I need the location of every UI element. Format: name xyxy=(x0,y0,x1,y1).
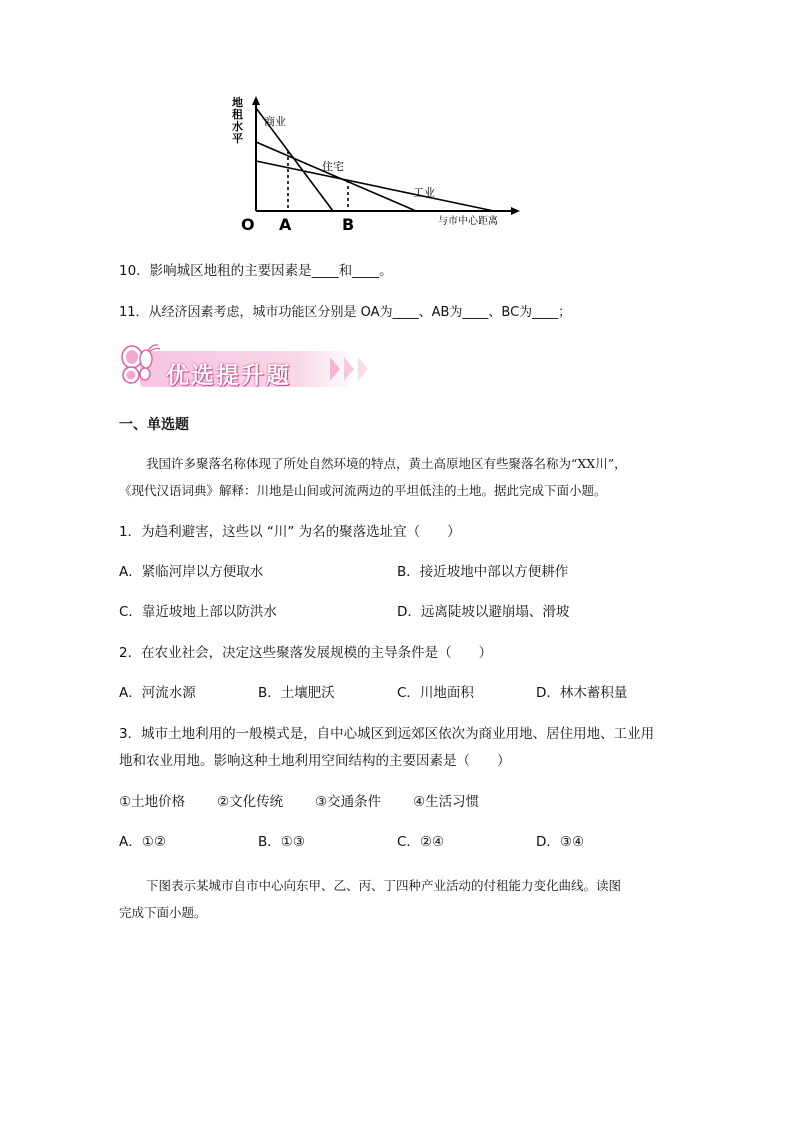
question-1-option-c[interactable]: C．靠近坡地上部以防洪水 xyxy=(119,604,277,620)
y-axis-arrow xyxy=(252,96,260,105)
question-3-stem-line-2: 地和农业用地。影响这种土地利用空间结构的主要因素是（ ） xyxy=(119,753,511,769)
question-10: 10．影响城区地租的主要因素是____和____。 xyxy=(119,263,393,279)
question-3-stem-line-1: 3．城市土地利用的一般模式是，自中心城区到远郊区依次为商业用地、居住用地、工业用 xyxy=(119,726,655,742)
question-3-factor-3: ③交通条件 xyxy=(315,794,382,810)
question-2-option-c[interactable]: C．川地面积 xyxy=(397,685,474,701)
question-2-stem: 2．在农业社会，决定这些聚落发展规模的主导条件是（ ） xyxy=(119,645,493,661)
y-axis-label-3: 水 xyxy=(232,120,243,133)
question-2-option-b[interactable]: B．土壤肥沃 xyxy=(258,685,335,701)
point-a-label: A xyxy=(279,215,292,234)
section-banner xyxy=(118,341,378,393)
question-1-option-b[interactable]: B．接近坡地中部以方便耕作 xyxy=(397,564,569,580)
question-1-option-a[interactable]: A．紧临河岸以方便取水 xyxy=(119,564,264,580)
question-3-factor-2: ②文化传统 xyxy=(217,794,284,810)
passage-1-line-1: 我国许多聚落名称体现了所处自然环境的特点，黄土高原地区有些聚落名称为“XX川”， xyxy=(146,456,627,471)
industry-line xyxy=(256,161,494,211)
residential-line xyxy=(256,142,416,211)
bid-rent-diagram xyxy=(226,94,526,234)
question-3-option-a[interactable]: A．①② xyxy=(119,834,166,850)
point-b-label: B xyxy=(342,215,355,234)
commerce-label: 商业 xyxy=(264,115,286,128)
section-title: 一、单选题 xyxy=(119,417,189,433)
industry-label: 工业 xyxy=(413,186,435,199)
question-2-option-d[interactable]: D．林木蓄积量 xyxy=(536,685,628,701)
passage-1-line-2: 《现代汉语词典》解释：川地是山间或河流两边的平坦低洼的土地。据此完成下面小题。 xyxy=(119,483,607,498)
question-1-option-d[interactable]: D．远离陡坡以避崩塌、滑坡 xyxy=(397,604,570,620)
question-3-factor-4: ④生活习惯 xyxy=(413,794,480,810)
passage-2-line-1: 下图表示某城市自市中心向东甲、乙、丙、丁四种产业活动的付租能力变化曲线。读图 xyxy=(146,878,622,893)
question-11: 11．从经济因素考虑，城市功能区分别是 OA为____、AB为____、BC为____； xyxy=(119,305,572,320)
question-3-option-d[interactable]: D．③④ xyxy=(536,834,585,850)
question-2-option-a[interactable]: A．河流水源 xyxy=(119,685,196,701)
banner-title: 优选提升题 xyxy=(166,363,291,389)
y-axis-label-4: 平 xyxy=(232,132,243,145)
x-axis-arrow xyxy=(511,207,520,215)
question-3-factor-1: ①土地价格 xyxy=(119,794,186,810)
question-1-stem: 1．为趋利避害，这些以 “川” 为名的聚落选址宜（ ） xyxy=(119,524,461,540)
origin-label: O xyxy=(241,215,255,234)
question-3-option-b[interactable]: B．①③ xyxy=(258,834,305,850)
passage-2-line-2: 完成下面小题。 xyxy=(119,905,207,920)
residential-label: 住宅 xyxy=(322,160,344,173)
question-3-option-c[interactable]: C．②④ xyxy=(397,834,445,850)
y-axis-label-2: 租 xyxy=(232,108,243,121)
x-axis-label: 与市中心距离 xyxy=(438,216,498,227)
y-axis-label-1: 地 xyxy=(232,96,243,109)
